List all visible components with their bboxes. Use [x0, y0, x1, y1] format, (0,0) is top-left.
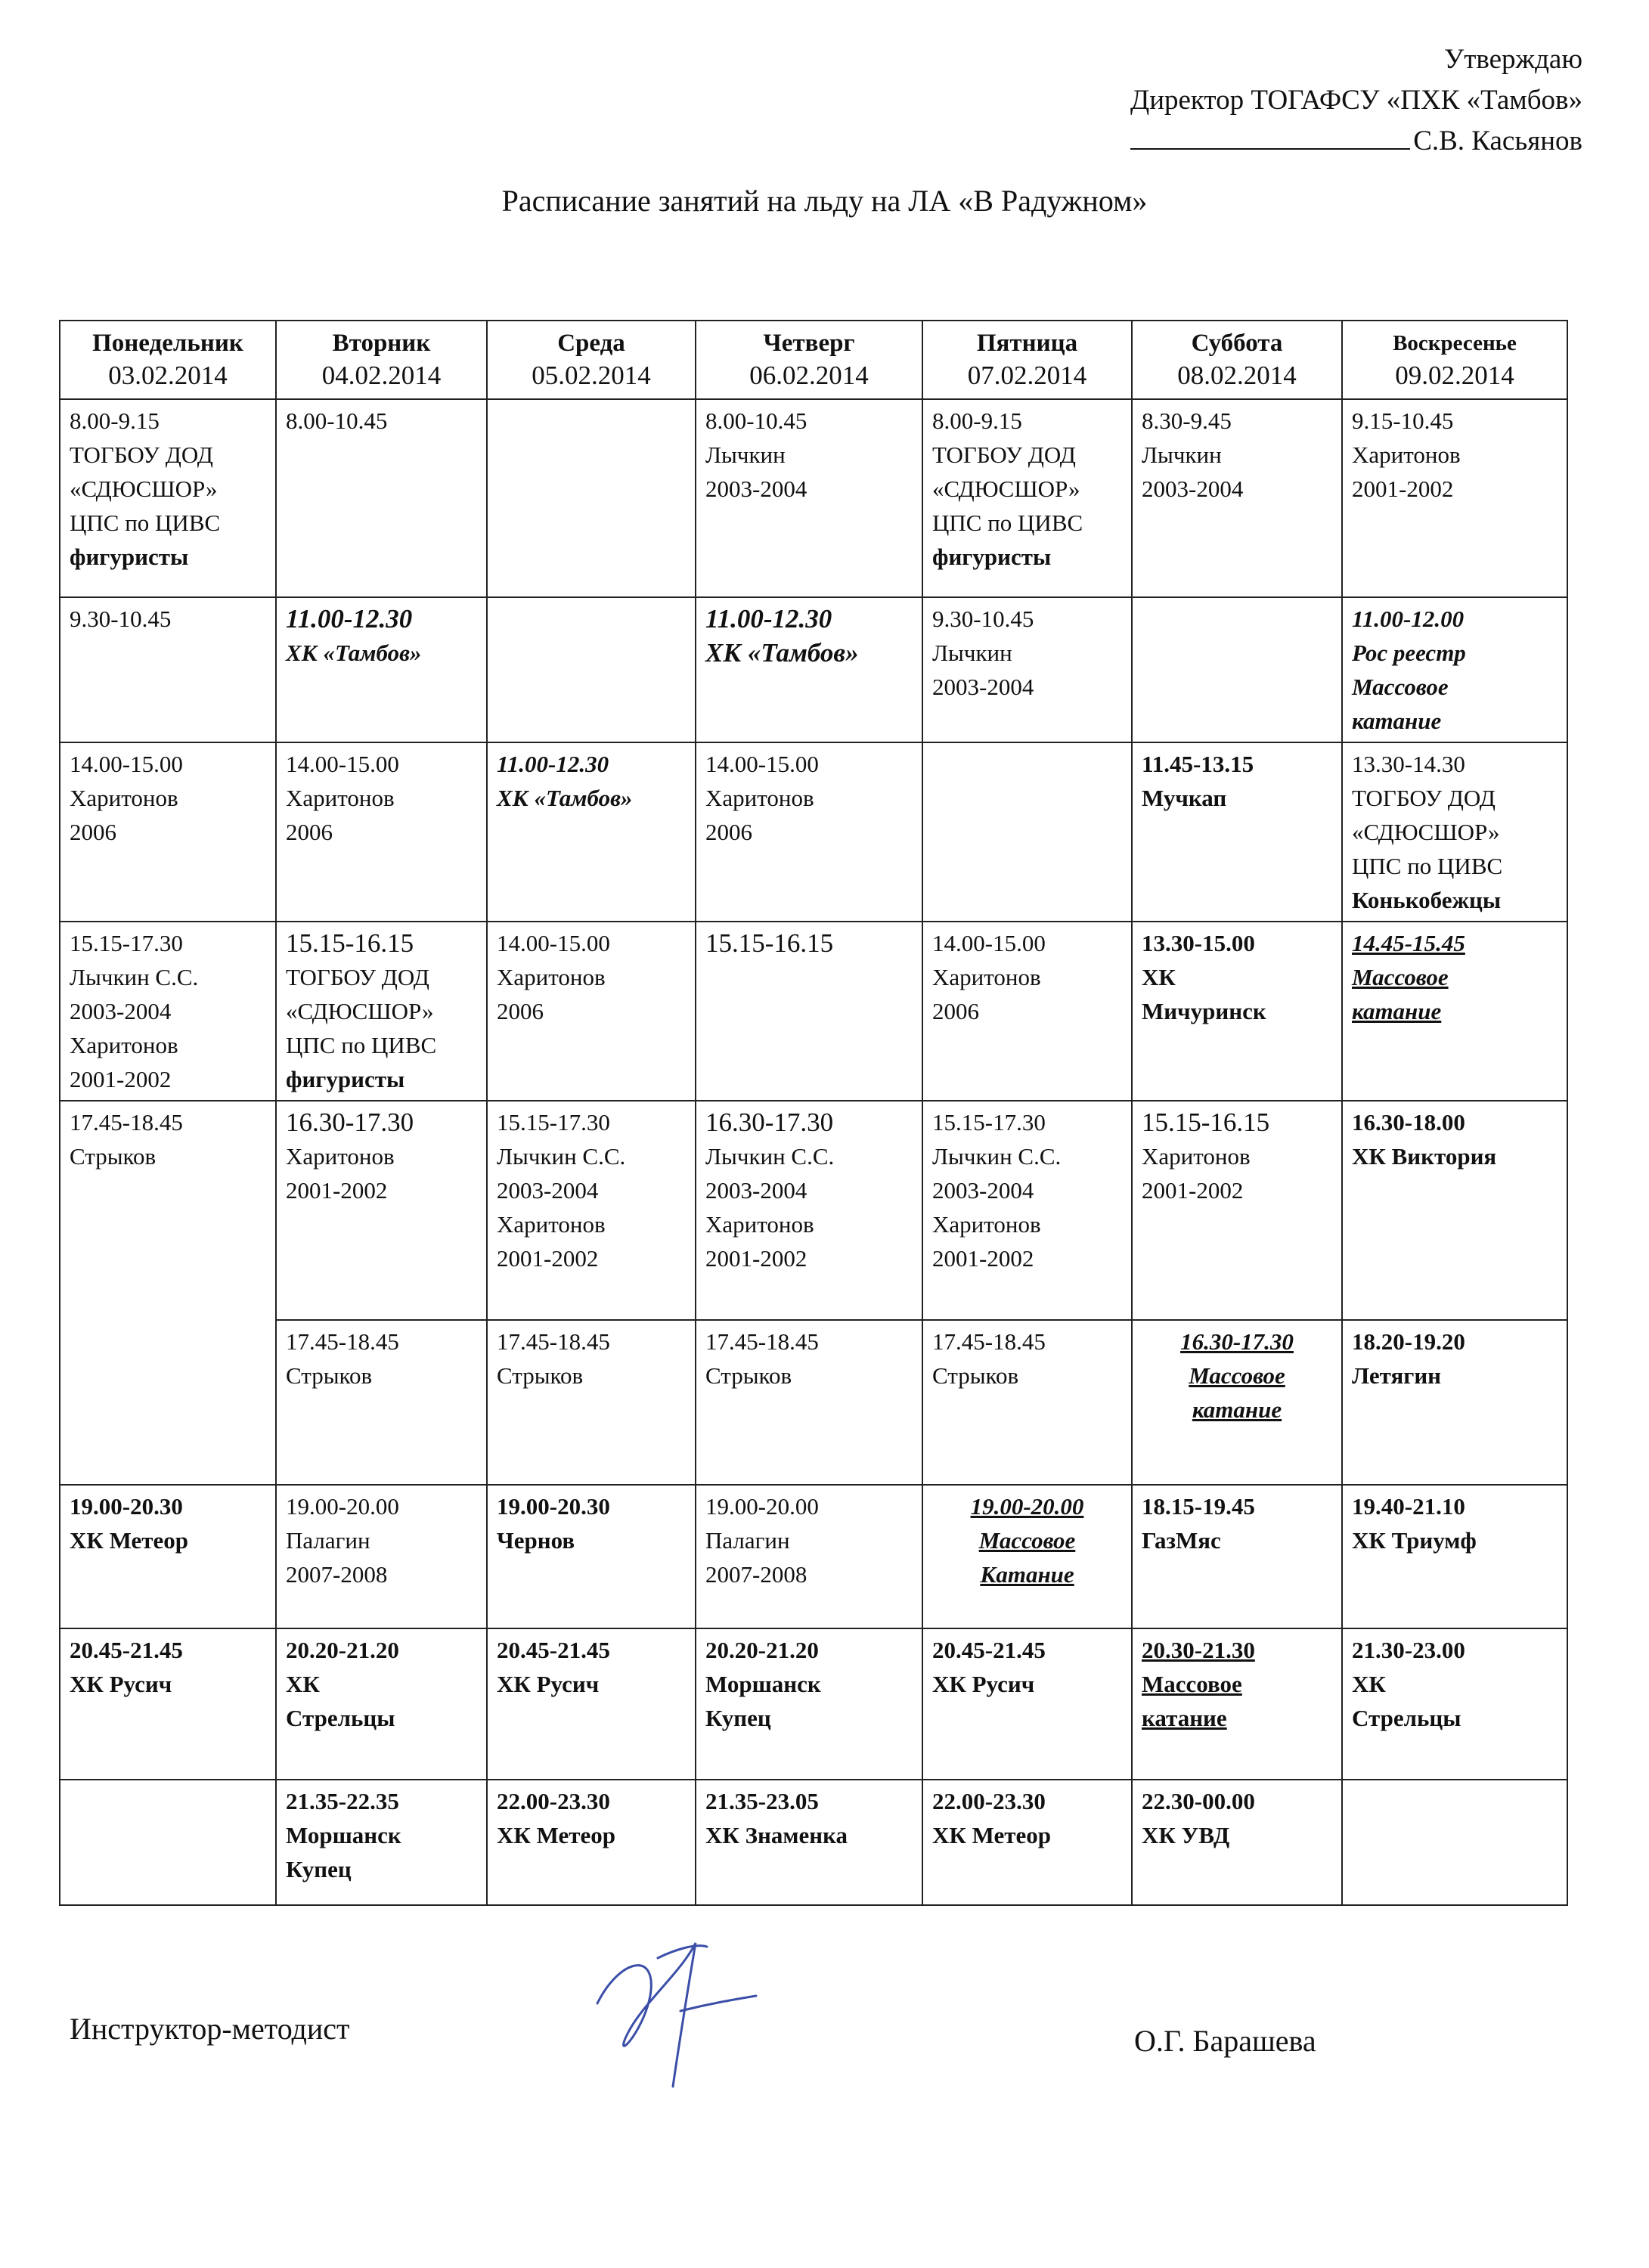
cell-line: 17.45-18.45	[705, 1328, 819, 1355]
cell-line: 20.20-21.20	[286, 1637, 399, 1663]
schedule-cell	[60, 1101, 276, 1485]
cell-line: Мичуринск	[1142, 998, 1266, 1024]
cell-line: 19.00-20.30	[497, 1493, 610, 1520]
cell-line: 9.30-10.45	[70, 606, 172, 632]
schedule-cell	[276, 922, 487, 1101]
schedule-cell	[696, 922, 922, 1101]
cell-line: ХК	[1142, 964, 1176, 990]
cell-line: 8.00-10.45	[705, 407, 807, 434]
cell-line: Харитонов	[70, 1032, 178, 1058]
cell-line: Харитонов	[1142, 1143, 1251, 1170]
cell-line: «СДЮСШОР»	[70, 476, 218, 502]
day-date: 04.02.2014	[321, 361, 442, 390]
cell-line: Массовое	[978, 1527, 1076, 1554]
cell-line: 16.30-17.30	[705, 1108, 834, 1137]
schedule-cell	[1132, 742, 1342, 922]
schedule-row-2	[60, 597, 1567, 742]
cell-line: 17.45-18.45	[932, 1328, 1046, 1355]
schedule-row-7	[60, 1485, 1567, 1628]
schedule-cell	[487, 1485, 696, 1628]
cell-line: 2003-2004	[932, 674, 1034, 700]
schedule-cell	[1132, 1780, 1342, 1905]
cell-line: 2003-2004	[932, 1177, 1034, 1204]
cell-line: Массовое	[1352, 964, 1449, 990]
cell-line: 22.30-00.00	[1142, 1788, 1255, 1814]
schedule-cell	[1342, 922, 1567, 1101]
cell-line: ЦПС по ЦИВС	[1352, 853, 1503, 879]
schedule-cell	[487, 922, 696, 1101]
schedule-cell	[922, 399, 1132, 597]
cell-line: Стрельцы	[1352, 1705, 1461, 1731]
day-date: 06.02.2014	[749, 361, 869, 390]
cell-line: Катание	[980, 1561, 1074, 1588]
cell-line: Стрыков	[286, 1362, 373, 1389]
cell-line: Харитонов	[932, 1211, 1041, 1238]
schedule-cell	[922, 742, 1132, 922]
director-name: С.В. Касьянов	[1413, 125, 1582, 156]
schedule-cell	[696, 1485, 922, 1628]
cell-line: 14.00-15.00	[932, 930, 1046, 956]
cell-line: Массовое	[1142, 1671, 1242, 1697]
schedule-cell	[60, 399, 276, 597]
cell-line: 15.15-17.30	[932, 1109, 1046, 1136]
schedule-cell	[487, 742, 696, 922]
schedule-cell	[922, 1101, 1132, 1320]
cell-line: 2001-2002	[705, 1245, 807, 1272]
cell-line: 14.00-15.00	[705, 751, 819, 777]
page-title: Расписание занятий на льду на ЛА «В Радужном»	[501, 184, 1148, 218]
cell-line: Массовое	[1189, 1362, 1285, 1389]
footer-name: О.Г. Барашева	[1134, 2024, 1316, 2058]
schedule-cell	[1342, 399, 1567, 597]
approval-block	[902, 39, 1582, 162]
schedule-cell	[276, 1628, 487, 1780]
cell-line: ЦПС по ЦИВС	[70, 510, 221, 536]
schedule-cell	[1342, 1628, 1567, 1780]
cell-line: 20.45-21.45	[70, 1637, 183, 1663]
cell-line: ТОГБОУ ДОД	[70, 442, 213, 468]
schedule-cell	[696, 742, 922, 922]
cell-line: 2006	[705, 819, 752, 845]
schedule-cell	[487, 1101, 696, 1320]
cell-line: Лычкин С.С.	[497, 1143, 626, 1170]
schedule-cell	[1132, 1101, 1342, 1320]
cell-line: 20.45-21.45	[497, 1637, 610, 1663]
cell-line: 14.00-15.00	[286, 751, 399, 777]
schedule-cell	[1342, 1485, 1567, 1628]
schedule-cell	[60, 1780, 276, 1905]
header-row	[60, 321, 1567, 399]
cell-line: 22.00-23.30	[497, 1788, 610, 1814]
cell-line: 9.15-10.45	[1352, 407, 1454, 434]
cell-line: 11.00-12.30	[286, 604, 413, 634]
cell-line: ХК Знаменка	[705, 1822, 848, 1848]
cell-line: ТОГБОУ ДОД	[1352, 785, 1496, 811]
cell-line: ГазМяс	[1142, 1527, 1221, 1554]
cell-line: Харитонов	[286, 1143, 395, 1170]
approval-line-1: Утверждаю	[1444, 44, 1582, 75]
cell-line: Стрыков	[932, 1362, 1019, 1389]
cell-line: Харитонов	[705, 785, 814, 811]
cell-line: Массовое	[1352, 674, 1449, 700]
cell-line: Летягин	[1352, 1362, 1442, 1389]
schedule-cell	[922, 1780, 1132, 1905]
cell-line: 2001-2002	[497, 1245, 599, 1272]
schedule-cell	[922, 1485, 1132, 1628]
cell-line: 15.15-17.30	[497, 1109, 610, 1136]
day-header-fri	[922, 321, 1132, 399]
cell-line: Харитонов	[497, 1211, 606, 1238]
cell-line: 9.30-10.45	[932, 606, 1034, 632]
cell-line: ХК Триумф	[1352, 1527, 1477, 1554]
day-header-wed	[487, 321, 696, 399]
cell-line: 8.00-9.15	[70, 407, 160, 434]
schedule-row-3	[60, 742, 1567, 922]
cell-line: 16.30-18.00	[1352, 1109, 1465, 1136]
cell-line: 14.45-15.45	[1352, 930, 1465, 956]
cell-line: ЦПС по ЦИВС	[286, 1032, 437, 1058]
schedule-cell	[922, 1628, 1132, 1780]
cell-line: Харитонов	[705, 1211, 814, 1238]
cell-line: «СДЮСШОР»	[1352, 819, 1500, 845]
schedule-cell	[922, 1320, 1132, 1485]
cell-line: 14.00-15.00	[70, 751, 183, 777]
schedule-cell	[60, 1485, 276, 1628]
cell-line: ЦПС по ЦИВС	[932, 510, 1083, 536]
cell-line: Лычкин	[705, 442, 786, 468]
schedule-row-6	[60, 1320, 1567, 1485]
cell-line: «СДЮСШОР»	[932, 476, 1080, 502]
schedule-row-1	[60, 399, 1567, 597]
cell-line: 2001-2002	[1142, 1177, 1244, 1204]
schedule-cell	[60, 1628, 276, 1780]
schedule-cell	[1132, 1485, 1342, 1628]
cell-line: ХК Метеор	[932, 1822, 1051, 1848]
cell-line: 19.00-20.00	[970, 1493, 1084, 1520]
day-name: Пятница	[976, 330, 1078, 357]
cell-line: катание	[1142, 1705, 1227, 1731]
day-date: 03.02.2014	[108, 361, 228, 390]
schedule-cell	[1132, 597, 1342, 742]
cell-line: фигуристы	[70, 544, 189, 570]
cell-line: Палагин	[286, 1527, 370, 1554]
footer-position: Инструктор-методист	[70, 2012, 350, 2046]
handwritten-signature	[567, 1913, 764, 2094]
schedule-cell	[1132, 1320, 1342, 1485]
schedule-cell	[696, 399, 922, 597]
schedule-row-8	[60, 1628, 1567, 1780]
cell-line: Стрыков	[497, 1362, 584, 1389]
schedule-cell	[1342, 597, 1567, 742]
signature-line	[1130, 121, 1410, 150]
approval-line-3	[902, 121, 1582, 162]
cell-line: 2003-2004	[497, 1177, 599, 1204]
cell-line: 15.15-16.15	[286, 928, 414, 958]
cell-line: 2007-2008	[286, 1561, 388, 1588]
schedule-cell	[1132, 399, 1342, 597]
cell-line: Стрыков	[705, 1362, 792, 1389]
cell-line: 18.20-19.20	[1352, 1328, 1465, 1355]
day-header-sat	[1132, 321, 1342, 399]
schedule-cell	[1342, 1320, 1567, 1485]
cell-line: 21.35-22.35	[286, 1788, 399, 1814]
schedule-cell	[276, 1485, 487, 1628]
cell-line: 20.45-21.45	[932, 1637, 1046, 1663]
cell-line: фигуристы	[286, 1066, 405, 1092]
cell-line: ХК «Тамбов»	[705, 638, 859, 668]
schedule-cell	[276, 399, 487, 597]
cell-line: Харитонов	[497, 964, 606, 990]
schedule-cell	[276, 1320, 487, 1485]
schedule-cell	[60, 922, 276, 1101]
cell-line: Лычкин С.С.	[932, 1143, 1062, 1170]
cell-line: Рос реестр	[1352, 640, 1466, 666]
schedule-cell	[276, 1780, 487, 1905]
cell-line: 2006	[497, 998, 544, 1024]
schedule-cell	[696, 1101, 922, 1320]
schedule-cell	[1132, 1628, 1342, 1780]
cell-line: 19.00-20.00	[286, 1493, 399, 1520]
cell-line: 8.00-9.15	[932, 407, 1022, 434]
schedule-cell	[922, 922, 1132, 1101]
day-name: Вторник	[332, 330, 431, 357]
cell-line: катание	[1352, 708, 1442, 734]
day-name: Воскресенье	[1393, 331, 1517, 355]
schedule-table	[59, 320, 1568, 1906]
cell-line: 21.35-23.05	[705, 1788, 819, 1814]
schedule-cell	[696, 1320, 922, 1485]
day-header-sun	[1342, 321, 1567, 399]
cell-line: Лычкин	[1142, 442, 1222, 468]
schedule-cell	[487, 1780, 696, 1905]
cell-line: ХК Метеор	[70, 1527, 188, 1554]
day-name: Среда	[557, 330, 625, 357]
cell-line: 13.30-15.00	[1142, 930, 1255, 956]
cell-line: ХК УВД	[1142, 1822, 1230, 1848]
cell-line: 15.15-16.15	[1142, 1108, 1270, 1137]
cell-line: 11.45-13.15	[1142, 751, 1254, 777]
cell-line: 8.30-9.45	[1142, 407, 1232, 434]
day-name: Понедельник	[92, 330, 243, 357]
cell-line: 15.15-16.15	[705, 928, 834, 958]
cell-line: 22.00-23.30	[932, 1788, 1046, 1814]
cell-line: ХК Виктория	[1352, 1143, 1497, 1170]
schedule-cell	[1132, 922, 1342, 1101]
cell-line: 14.00-15.00	[497, 930, 610, 956]
cell-line: 2003-2004	[705, 1177, 807, 1204]
cell-line: 16.30-17.30	[1180, 1328, 1294, 1355]
cell-line: ХК Метеор	[497, 1822, 615, 1848]
cell-line: ТОГБОУ ДОД	[932, 442, 1076, 468]
cell-line: Харитонов	[932, 964, 1041, 990]
cell-line: Лычкин	[932, 640, 1012, 666]
schedule-cell	[276, 742, 487, 922]
cell-line: 19.00-20.30	[70, 1493, 183, 1520]
cell-line: Стрельцы	[286, 1705, 395, 1731]
day-header-tue	[276, 321, 487, 399]
cell-line: Стрыков	[70, 1143, 157, 1170]
schedule-row-4	[60, 922, 1567, 1101]
schedule-cell	[1342, 1780, 1567, 1905]
cell-line: Палагин	[705, 1527, 790, 1554]
cell-line: 16.30-17.30	[286, 1108, 414, 1137]
schedule-cell	[487, 597, 696, 742]
schedule-row-5	[60, 1101, 1567, 1320]
cell-line: 11.00-12.30	[497, 751, 609, 777]
schedule-cell	[487, 399, 696, 597]
cell-line: Купец	[705, 1705, 771, 1731]
cell-line: 2006	[70, 819, 116, 845]
cell-line: 2003-2004	[705, 476, 807, 502]
cell-line: 2001-2002	[932, 1245, 1034, 1272]
cell-line: 8.00-10.45	[286, 407, 388, 434]
schedule-cell	[696, 1628, 922, 1780]
cell-line: Лычкин С.С.	[705, 1143, 835, 1170]
cell-line: Харитонов	[70, 785, 178, 811]
cell-line: 19.00-20.00	[705, 1493, 819, 1520]
cell-line: 2001-2002	[70, 1066, 172, 1092]
cell-line: 2006	[932, 998, 979, 1024]
cell-line: 11.00-12.30	[705, 604, 832, 634]
cell-line: Конькобежцы	[1352, 887, 1502, 913]
day-name: Суббота	[1191, 330, 1283, 357]
cell-line: 2006	[286, 819, 333, 845]
schedule-cell	[276, 1101, 487, 1320]
day-date: 09.02.2014	[1395, 361, 1514, 390]
cell-line: катание	[1352, 998, 1442, 1024]
cell-line: Лычкин С.С.	[70, 964, 199, 990]
day-header-thu	[696, 321, 922, 399]
cell-line: 17.45-18.45	[286, 1328, 399, 1355]
cell-line: 18.15-19.45	[1142, 1493, 1255, 1520]
schedule-cell	[276, 597, 487, 742]
cell-line: Мучкап	[1142, 785, 1227, 811]
cell-line: 19.40-21.10	[1352, 1493, 1465, 1520]
cell-line: 2001-2002	[286, 1177, 388, 1204]
cell-line: 2003-2004	[70, 998, 172, 1024]
schedule-cell	[1342, 1101, 1567, 1320]
cell-line: ХК	[1352, 1671, 1386, 1697]
cell-line: Харитонов	[286, 785, 395, 811]
day-header-mon	[60, 321, 276, 399]
cell-line: 17.45-18.45	[497, 1328, 610, 1355]
cell-line: 20.20-21.20	[705, 1637, 819, 1663]
cell-line: Купец	[286, 1856, 352, 1882]
schedule-cell	[487, 1628, 696, 1780]
schedule-cell	[922, 597, 1132, 742]
cell-line: ХК	[286, 1671, 320, 1697]
cell-line: 2003-2004	[1142, 476, 1244, 502]
cell-line: 15.15-17.30	[70, 930, 183, 956]
schedule-cell	[696, 1780, 922, 1905]
cell-line: 2007-2008	[705, 1561, 807, 1588]
cell-line: 13.30-14.30	[1352, 751, 1465, 777]
cell-line: ХК Русич	[497, 1671, 600, 1697]
cell-line: Чернов	[497, 1527, 575, 1554]
cell-line: «СДЮСШОР»	[286, 998, 434, 1024]
cell-line: ХК Русич	[70, 1671, 172, 1697]
schedule-row-9	[60, 1780, 1567, 1905]
day-date: 05.02.2014	[532, 361, 651, 390]
cell-line: катание	[1192, 1396, 1282, 1423]
cell-line: ХК «Тамбов»	[497, 785, 633, 811]
schedule-cell	[1342, 742, 1567, 922]
cell-line: ХК «Тамбов»	[286, 640, 422, 666]
day-date: 08.02.2014	[1177, 361, 1297, 390]
schedule-cell	[60, 742, 276, 922]
cell-line: фигуристы	[932, 544, 1052, 570]
cell-line: Моршанск	[286, 1822, 401, 1848]
day-date: 07.02.2014	[967, 361, 1087, 390]
schedule-cell	[696, 597, 922, 742]
cell-line: 21.30-23.00	[1352, 1637, 1465, 1663]
schedule-cell	[487, 1320, 696, 1485]
schedule-cell	[60, 597, 276, 742]
cell-line: Харитонов	[1352, 442, 1461, 468]
cell-line: ТОГБОУ ДОД	[286, 964, 429, 990]
cell-line: 11.00-12.00	[1352, 606, 1465, 632]
cell-line: 17.45-18.45	[70, 1109, 183, 1136]
cell-line: Моршанск	[705, 1671, 821, 1697]
cell-line: ХК Русич	[932, 1671, 1035, 1697]
cell-line: 20.30-21.30	[1142, 1637, 1255, 1663]
cell-line: 2001-2002	[1352, 476, 1454, 502]
approval-line-2: Директор ТОГАФСУ «ПХК «Тамбов»	[1130, 85, 1582, 116]
day-name: Четверг	[763, 330, 855, 357]
